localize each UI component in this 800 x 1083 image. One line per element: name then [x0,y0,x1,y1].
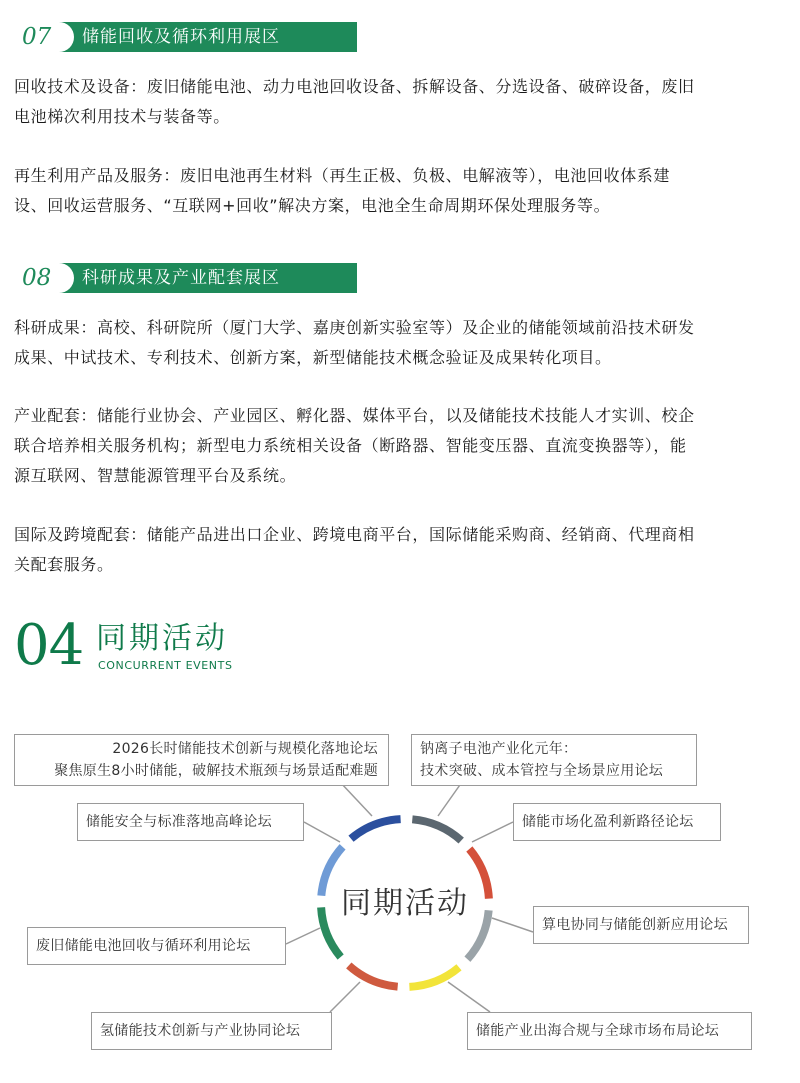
text-line: 电池梯次利用技术与装备等。 [14,107,230,126]
event-line: 废旧储能电池回收与循环利用论坛 [36,938,251,954]
text-line: 关配套服务。 [14,555,114,574]
ring-segment [351,819,401,839]
section-08-bar [14,263,357,293]
event-line: 储能安全与标准落地高峰论坛 [86,814,272,830]
event-battery-recycling-forum [27,927,286,965]
heading-subtitle: CONCURRENT EVENTS [98,659,233,672]
event-line: 储能产业出海合规与全球市场布局论坛 [476,1023,720,1039]
heading-title: 同期活动 [96,621,228,656]
paragraph-research-results [14,313,786,373]
section-07-title: 储能回收及循环利用展区 [82,27,280,47]
text-line: 产业配套：储能行业协会、产业园区、孵化器、媒体平台，以及储能技术技能人才实训、校企 [14,406,695,425]
section-07-number: 07 [22,24,52,50]
text-line: 科研成果：高校、科研院所（厦门大学、嘉庚创新实验室等）及企业的储能领域前沿技术研发 [14,318,695,337]
paragraph-recycled-products [14,161,786,221]
connector-line [340,782,372,816]
text-line: 源互联网、智慧能源管理平台及系统。 [14,466,297,485]
paragraph-industry-support [14,401,786,491]
text-line: 联合培养相关服务机构；新型电力系统相关设备（断路器、智能变压器、直流变换器等），能 [14,436,687,455]
event-line: 算电协同与储能创新应用论坛 [542,917,728,933]
text-line: 国际及跨境配套：储能产品进出口企业、跨境电商平台，国际储能采购商、经销商、代理商相 [14,525,695,544]
paragraph-recycling-equipment [14,72,786,132]
connector-line [438,782,462,816]
text-line: 设、回收运营服务、“互联网+回收”解决方案，电池全生命周期环保处理服务等。 [14,196,611,215]
text-line: 回收技术及设备：废旧储能电池、动力电池回收设备、拆解设备、分选设备、破碎设备，废旧 [14,77,695,96]
event-long-duration-storage-forum [14,734,389,786]
event-line: 储能市场化盈利新路径论坛 [522,814,694,830]
event-sodium-ion-battery-forum [411,734,697,786]
text-line: 再生利用产品及服务：废旧电池再生材料（再生正极、负极、电解液等），电池回收体系建 [14,166,671,185]
event-line: 技术突破、成本管控与全场景应用论坛 [420,763,664,779]
connector-line [492,918,533,932]
diagram-center-label: 同期活动 [341,886,469,921]
event-hydrogen-storage-forum [91,1012,332,1050]
connector-line [448,982,490,1012]
event-going-global-forum [467,1012,752,1050]
event-computing-power-forum [533,906,749,944]
event-storage-safety-forum [77,803,304,841]
connector-line [286,928,320,944]
section-07-bar [14,22,357,52]
connector-line [304,822,340,842]
connector-line [330,982,360,1012]
event-market-profit-forum [513,803,721,841]
ring-segment [349,965,398,986]
event-line: 聚焦原生8小时储能，破解技术瓶颈与场景适配难题 [54,763,378,779]
section-08-number: 08 [22,265,52,291]
event-line: 氢储能技术创新与产业协同论坛 [100,1023,301,1039]
paragraph-international-support [14,520,786,580]
heading-number: 04 [14,613,84,678]
event-line: 钠离子电池产业化元年： [420,741,578,757]
event-line: 2026长时储能技术创新与规模化落地论坛 [112,741,378,757]
section-08-title: 科研成果及产业配套展区 [82,268,280,288]
connector-line [472,822,513,842]
ring-segment [412,819,461,840]
text-line: 成果、中试技术、专利技术、创新方案，新型储能技术概念验证及成果转化项目。 [14,348,612,367]
